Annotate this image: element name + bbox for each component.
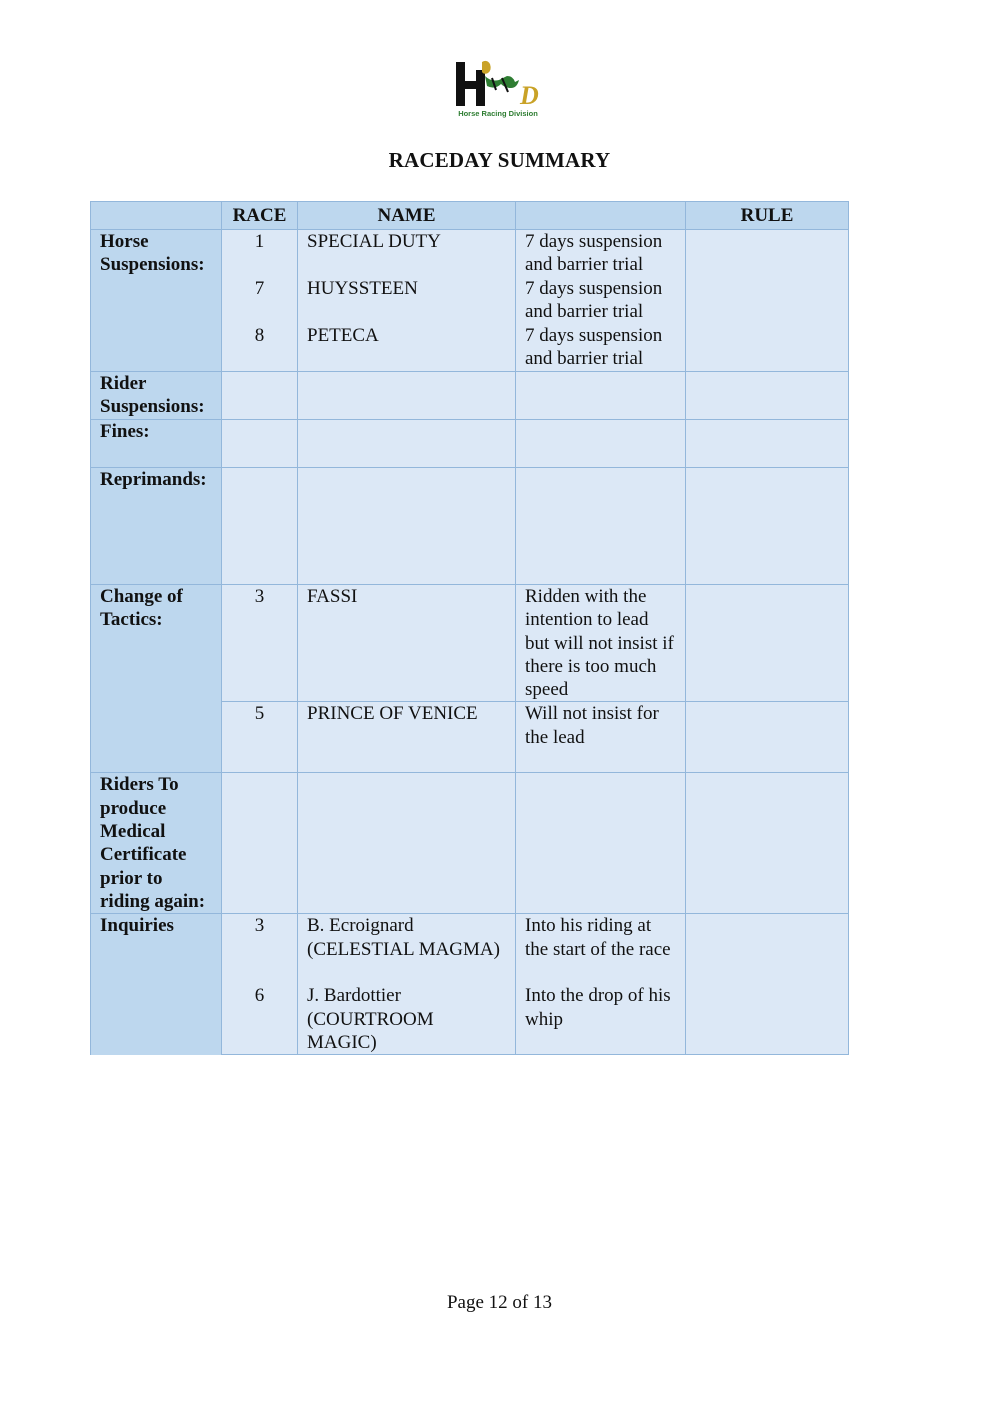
details-cell [516,773,686,914]
rule-cell [686,420,849,468]
section-label: Horse Suspensions: [91,230,222,372]
rule-cell [686,468,849,585]
name-cell: FASSI [298,585,516,702]
race-cell: 6 [222,984,298,1055]
table-row [91,585,849,702]
page-title: RACEDAY SUMMARY [388,148,611,172]
name-cell: PETECA [298,324,516,372]
rule-cell [686,324,849,372]
details-cell: Into his riding at the start of the race [516,914,686,985]
race-cell [222,420,298,468]
section-label: Riders To produce Medical Certificate prior to riding again: [91,773,222,914]
header-details [516,202,686,230]
details-cell: Ridden with the intention to lead but will not insist if there is too much speed [516,585,686,702]
name-cell [298,372,516,420]
header-name: NAME [298,202,516,230]
rule-cell [686,773,849,914]
details-cell: 7 days suspension and barrier trial [516,324,686,372]
table-row [91,914,849,985]
logo-caption: Horse Racing Division [458,109,538,118]
details-cell [516,420,686,468]
details-cell [516,372,686,420]
race-cell: 3 [222,914,298,985]
race-cell: 8 [222,324,298,372]
rule-cell [686,984,849,1055]
header-race: RACE [222,202,298,230]
page-number: Page 12 of 13 [446,1292,552,1313]
race-cell: 1 [222,230,298,278]
rule-cell [686,914,849,985]
table-row [91,230,849,278]
name-cell: SPECIAL DUTY [298,230,516,278]
race-cell [222,372,298,420]
race-cell [222,468,298,585]
details-cell [516,468,686,585]
race-cell: 7 [222,277,298,324]
section-label: Reprimands: [91,468,222,585]
name-cell: B. Ecroignard (CELESTIAL MAGMA) [298,914,516,985]
rule-cell [686,702,849,773]
race-cell: 5 [222,702,298,773]
raceday-summary-table [90,201,849,1055]
name-cell [298,773,516,914]
name-cell: PRINCE OF VENICE [298,702,516,773]
header-category [91,202,222,230]
rule-cell [686,585,849,702]
details-cell: Will not insist for the lead [516,702,686,773]
header-row [91,202,849,230]
rule-cell [686,372,849,420]
name-cell [298,420,516,468]
rule-cell [686,277,849,324]
section-label: Fines: [91,420,222,468]
race-cell: 3 [222,585,298,702]
name-cell [298,468,516,585]
race-cell [222,773,298,914]
svg-text:D: D [520,81,539,110]
name-cell: J. Bardottier (COURTROOM MAGIC) [298,984,516,1055]
rule-cell [686,230,849,278]
table-row [91,372,849,420]
section-label: Inquiries [91,914,222,1055]
details-cell: 7 days suspension and barrier trial [516,277,686,324]
header-rule: RULE [686,202,849,230]
table-row [91,420,849,468]
details-cell: Into the drop of his whip [516,984,686,1055]
name-cell: HUYSSTEEN [298,277,516,324]
section-label: Change of Tactics: [91,585,222,773]
details-cell: 7 days suspension and barrier trial [516,230,686,278]
table-row [91,773,849,914]
table-row [91,468,849,585]
section-label: Rider Suspensions: [91,372,222,420]
